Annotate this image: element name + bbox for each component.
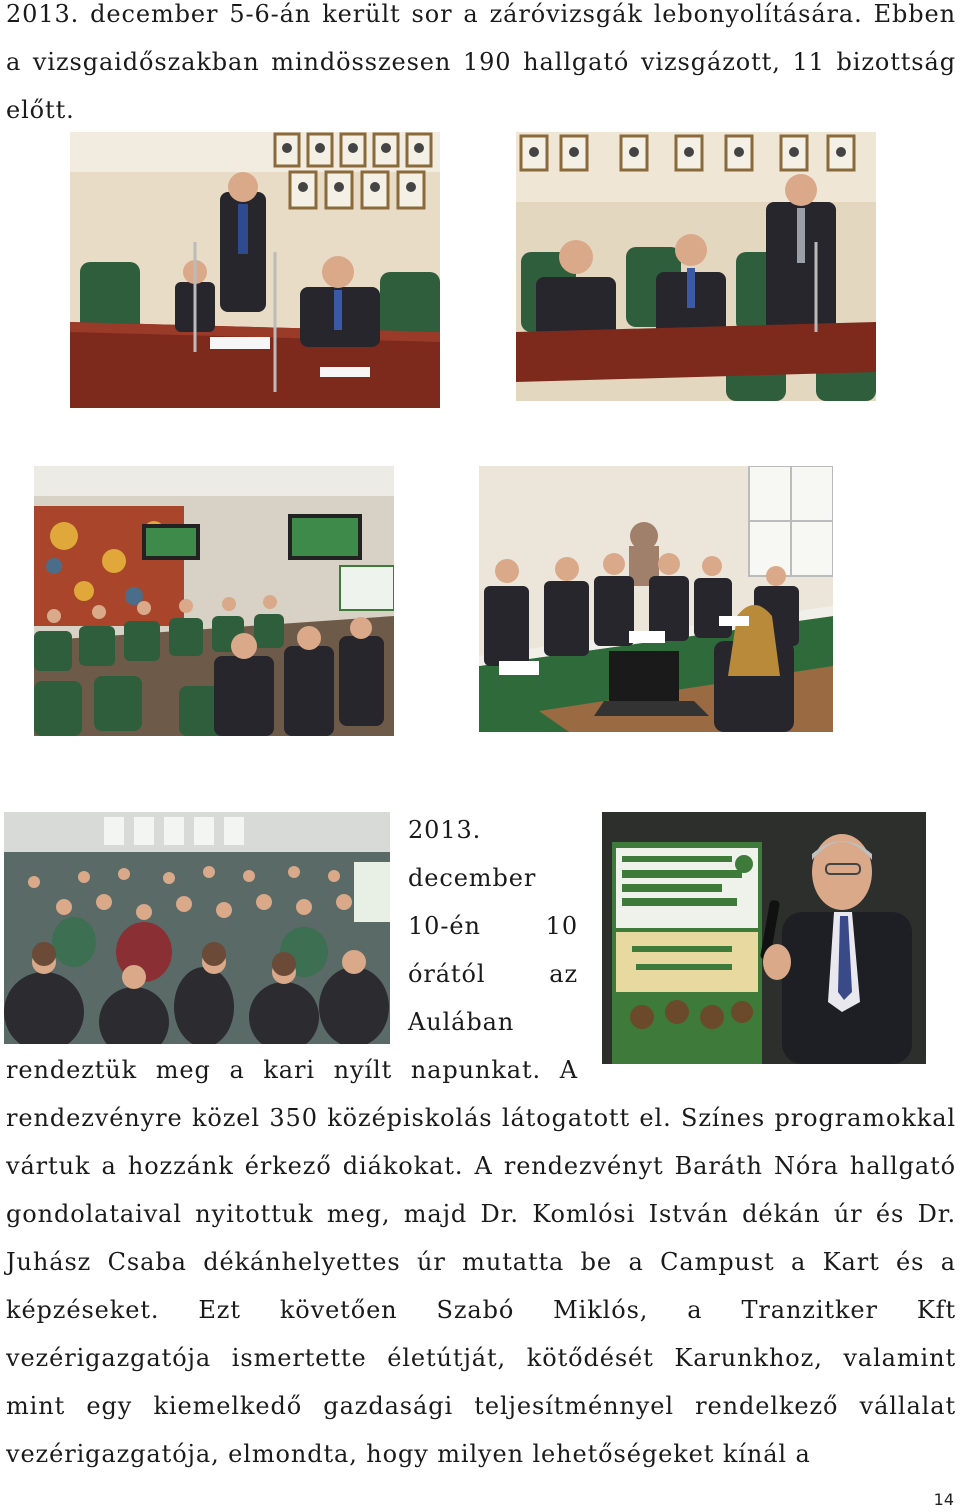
photo-exam-committee-panel [516, 132, 876, 401]
page-number: 14 [933, 1490, 954, 1509]
photo-committee-meeting-table [479, 466, 833, 732]
paragraph-open-day: 2013. december 10-én 10 órától az Aulában rendeztük meg a kari nyílt napunkat. A rendezvényre közel 350 középiskolás látogatott el. Színes programokkal vártuk a hozzánk érkező diákokat. A rendezvényt Baráth Nóra hallgató gondolataival nyitottuk meg, majd Dr. Komlósi István dékán úr és Dr. Juhász Csaba dékánhelyettes úr mutatta be a Campust a Kart és a képzéseket. Ezt követően Szabó Miklós, a Tranzitker Kft vezérigazgatója ismertette életútját, kötődését Karunkhoz, valamint mint egy kiemelkedő gazdasági teljesítménnyel rendelkező vállalat vezérigazgatója, elmondta, hogy milyen lehetőségeket kínál a [6, 806, 956, 1478]
photo-speaker-with-microphone [602, 812, 926, 1064]
photo-open-day-audience [4, 812, 390, 1044]
paragraph-final-exams: 2013. december 5-6-án került sor a záróvizsgák lebonyolítására. Ebben a vizsgaidőszakban mindösszesen 190 hallgató vizsgázott, 11 bizottság előtt. [6, 0, 956, 124]
photo-conference-room-audience [34, 466, 394, 736]
photo-exam-committee-speaker [70, 132, 440, 408]
